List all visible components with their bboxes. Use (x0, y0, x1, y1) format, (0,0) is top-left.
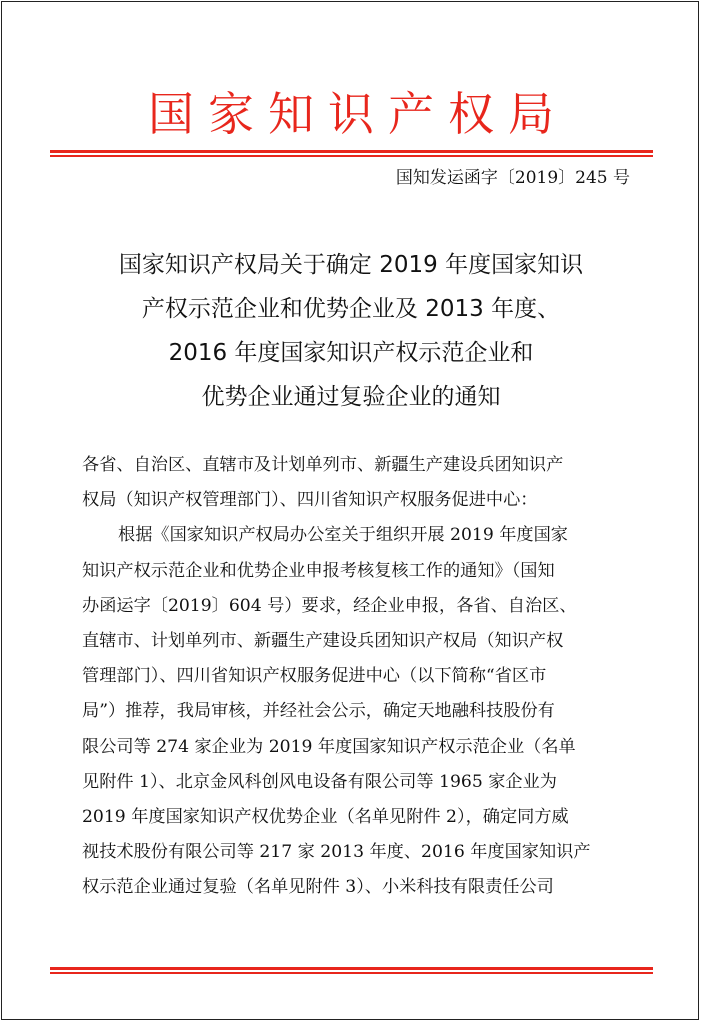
footer-red-rule-thin (50, 972, 653, 974)
paragraph-line-8: 见附件 1）、北京金风科创风电设备有限公司等 1965 家企业为 (82, 771, 557, 792)
paragraph-line-4: 直辖市、计划单列市、新疆生产建设兵团知识产权局（知识产权 (82, 631, 564, 652)
agency-name-header: 国家知识产权局 (148, 87, 568, 141)
paragraph-line-2: 知识产权示范企业和优势企业申报考核复核工作的通知》（国知 (82, 560, 555, 581)
addressee-line-1: 各省、自治区、直辖市及计划单列市、新疆生产建设兵团知识产 (82, 455, 564, 475)
title-line-3: 2016 年度国家知识产权示范企业和 (168, 340, 534, 366)
paragraph-line-5: 管理部门）、四川省知识产权服务促进中心（以下简称“省区市 (82, 666, 547, 687)
document-title (40, 243, 662, 419)
paragraph-line-3: 办函运字〔2019〕604 号）要求，经企业申报，各省、自治区、 (82, 595, 577, 616)
title-line-4: 优势企业通过复验企业的通知 (201, 384, 501, 410)
document-number: 国知发运函字〔2019〕245 号 (395, 168, 630, 188)
paragraph-line-11: 权示范企业通过复验（名单见附件 3）、小米科技有限责任公司 (82, 877, 554, 898)
paragraph-line-6: 局”）推荐，我局审核，并经社会公示，确定天地融科技股份有 (82, 701, 555, 722)
document-body (82, 448, 642, 906)
paragraph-line-1: 根据《国家知识产权局办公室关于组织开展 2019 年度国家 (118, 525, 568, 546)
footer-red-rule-thick (50, 967, 653, 970)
header-red-rule-thin (50, 155, 653, 157)
addressee-line-2: 权局（知识产权管理部门）、四川省知识产权服务促进中心： (82, 490, 538, 511)
paragraph-line-10: 视技术股份有限公司等 217 家 2013 年度、2016 年度国家知识产 (82, 842, 591, 863)
paragraph-line-9: 2019 年度国家知识产权优势企业（名单见附件 2），确定同方威 (82, 807, 569, 828)
title-line-1: 国家知识产权局关于确定 2019 年度国家知识 (118, 252, 584, 278)
title-line-2: 产权示范企业和优势企业及 2013 年度、 (141, 296, 561, 322)
header-red-rule-thick (50, 150, 653, 153)
paragraph-line-7: 限公司等 274 家企业为 2019 年度国家知识产权示范企业（名单 (82, 736, 576, 757)
